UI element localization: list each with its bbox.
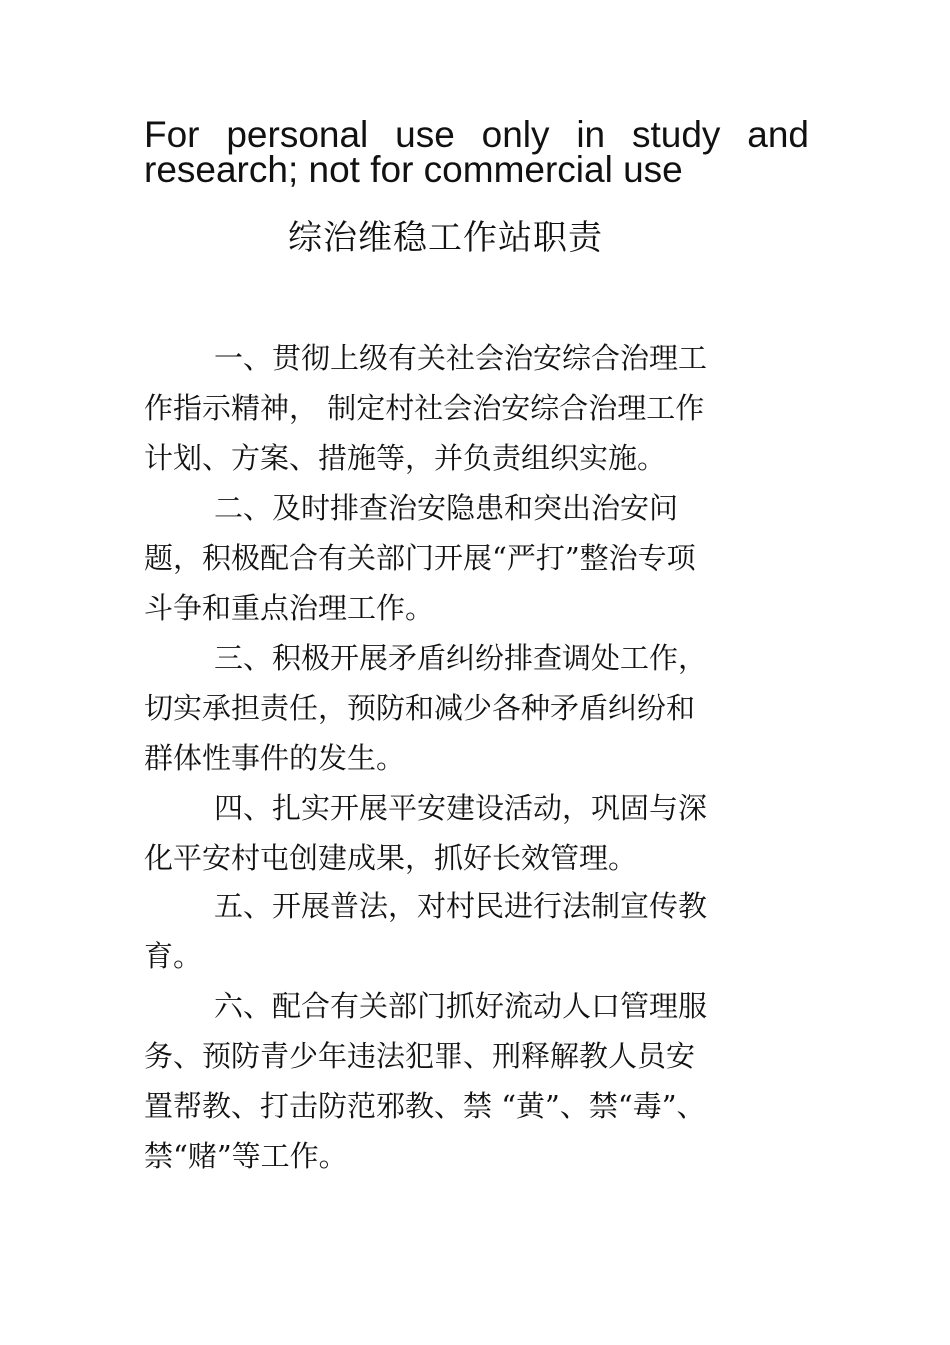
body-line: 四、扎实开展平安建设活动，巩固与深 xyxy=(214,791,708,825)
usage-notice: For personal use only in study and research; not for commercial use xyxy=(144,114,809,190)
body-line: 群体性事件的发生。 xyxy=(144,741,406,775)
body-line: 作指示精神， 制定村社会治安综合治理工作 xyxy=(144,391,705,425)
body-line: 五、开展普法，对村民进行法制宣传教 xyxy=(214,889,708,923)
body-line: 题，积极配合有关部门开展“严打”整治专项 xyxy=(144,541,696,575)
document-title: 综治维稳工作站职责 xyxy=(288,218,603,258)
body-line: 置帮教、打击防范邪教、禁 “黄”、禁“毒”、 xyxy=(144,1089,706,1123)
body-line: 禁“赌”等工作。 xyxy=(144,1139,348,1173)
body-line: 三、积极开展矛盾纠纷排查调处工作， xyxy=(214,641,708,675)
body-line: 二、及时排查治安隐患和突出治安问 xyxy=(214,491,679,525)
body-line: 育。 xyxy=(144,939,203,973)
body-line: 一、贯彻上级有关社会治安综合治理工 xyxy=(214,341,708,375)
body-line: 六、配合有关部门抓好流动人口管理服 xyxy=(214,989,708,1023)
body-line: 务、预防青少年违法犯罪、刑释解教人员安 xyxy=(144,1039,696,1073)
body-line: 斗争和重点治理工作。 xyxy=(144,591,435,625)
body-line: 计划、方案、措施等，并负责组织实施。 xyxy=(144,441,667,475)
body-line: 化平安村屯创建成果，抓好长效管理。 xyxy=(144,841,638,875)
body-line: 切实承担责任，预防和减少各种矛盾纠纷和 xyxy=(144,691,696,725)
